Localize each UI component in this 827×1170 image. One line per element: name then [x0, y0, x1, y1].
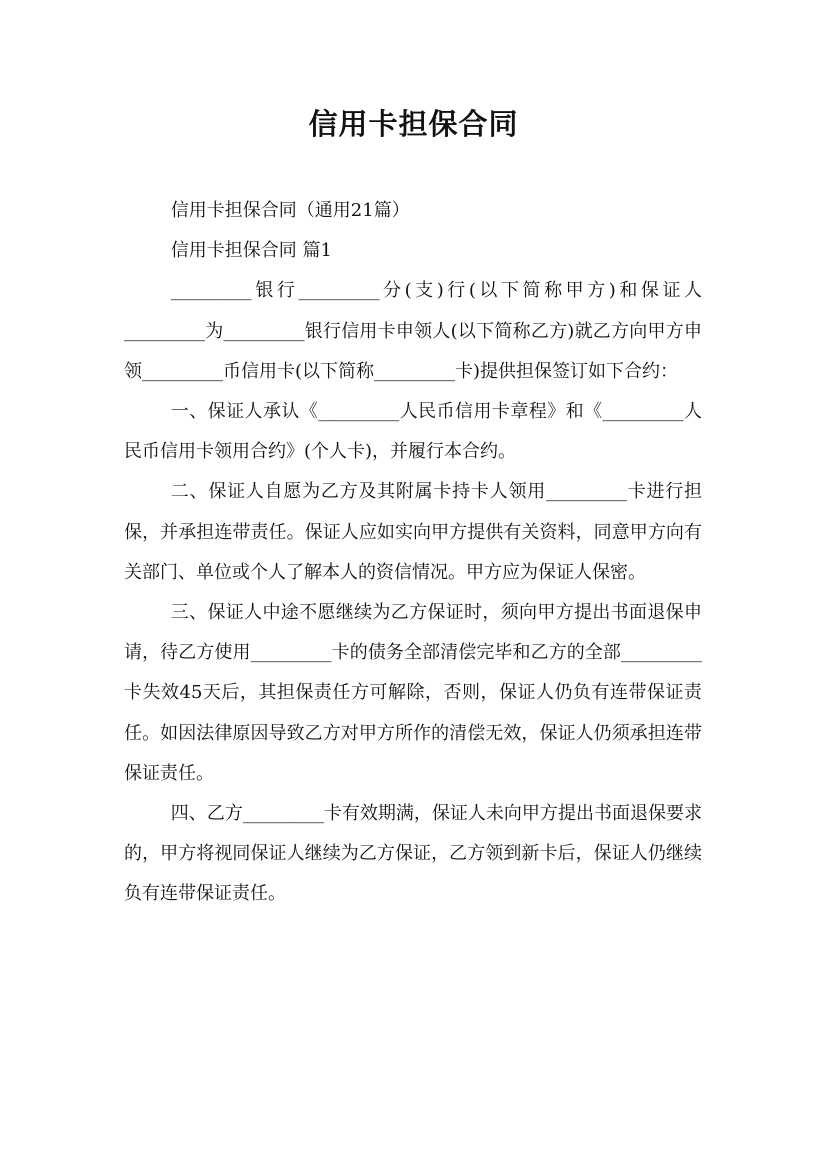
document-subtitle: 信用卡担保合同（通用21篇）: [170, 200, 410, 221]
document-title: 信用卡担保合同: [308, 107, 519, 141]
document-body: [124, 191, 702, 915]
paragraph-clause-4: 四、乙方_________卡有效期满，保证人未向甲方提出书面退保要求的，甲方将视同保证人继续为乙方保证，乙方领到新卡后，保证人仍继续负有连带保证责任。: [124, 803, 702, 905]
paragraph-clause-3: 三、保证人中途不愿继续为乙方保证时，须向甲方提出书面退保申请，待乙方使用_________卡的债务全部清偿完毕和乙方的全部_________卡失效45天后，其担保责任方可解除，否则，保证人仍负有连带保证责任。如因法律原因导致乙方对甲方所作的清偿无效，保证人仍须承担连带保证责任。: [124, 602, 702, 784]
paragraph-preamble: _________银行_________分(支)行(以下简称甲方)和保证人_________为_________银行信用卡申领人(以下简称乙方)就乙方向甲方申领_________币信用卡(以下简称_________卡)提供担保签订如下合约：: [124, 280, 702, 382]
paragraph-clause-2: 二、保证人自愿为乙方及其附属卡持卡人领用_________卡进行担保，并承担连带责任。保证人应如实向甲方提供有关资料，同意甲方向有关部门、单位或个人了解本人的资信情况。甲方应为保证人保密。: [124, 481, 702, 583]
section-heading: 信用卡担保合同 篇1: [170, 240, 332, 262]
paragraph-clause-1: 一、保证人承认《_________人民币信用卡章程》和《_________人民币信用卡领用合约》(个人卡)，并履行本合约。: [124, 401, 702, 463]
